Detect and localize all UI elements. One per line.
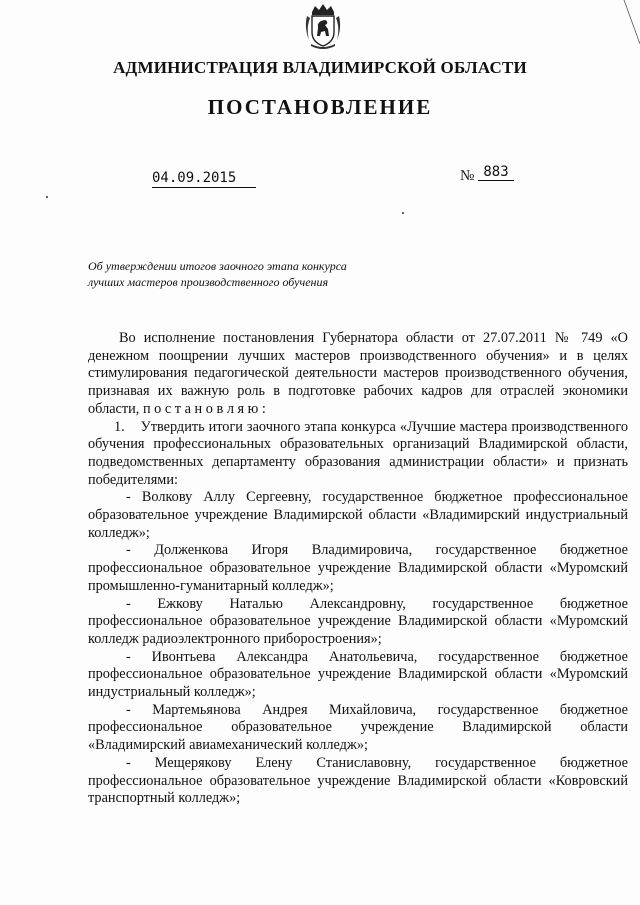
organization-title: АДМИНИСТРАЦИЯ ВЛАДИМИРСКОЙ ОБЛАСТИ <box>113 58 527 77</box>
document-type-title: ПОСТАНОВЛЕНИЕ <box>207 95 433 119</box>
item-1-paragraph: 1. Утвердить итоги заочного этапа конкурса «Лучшие мастера производственного обучения профессиональных образовательных организаций Владимирской области, подведомственных департаменту образования администрации области» и признать победителями: <box>88 418 628 488</box>
document-date: 04.09.2015 <box>152 170 256 188</box>
number-label: № <box>460 168 475 184</box>
intro-paragraph: Во исполнение постановления Губернатора области от 27.07.2011 № 749 «О денежном поощрении лучших мастеров производственного обучения» и в целях стимулирования педагогической деятельности мастеров производственного обучения, признавая их важную роль в подготовке рабочих кадров для отраслей экономики области, п о с т а н о в л я ю : <box>88 330 628 417</box>
winner-paragraph: - Мартемьянова Андрея Михайловича, государственное бюджетное профессиональное образовательное учреждение Владимирской области «Владимирский авиамеханический колледж»; <box>88 701 628 754</box>
scan-dot <box>46 196 48 198</box>
scan-dot <box>402 212 404 214</box>
winner-paragraph: - Долженкова Игоря Владимировича, государственное бюджетное профессиональное образовательное учреждение Владимирской области «Муромский промышленно-гуманитарный колледж»; <box>88 542 628 594</box>
winner-paragraph: - Ивонтьева Александра Анатольевича, государственное бюджетное профессиональное образовательное учреждение Владимирской области «Муромский индустриальный колледж»; <box>88 648 628 701</box>
winner-paragraph: - Волкову Аллу Сергеевну, государственное бюджетное профессиональное образовательное учреждение Владимирской области «Владимирский индустриальный колледж»; <box>88 489 628 541</box>
document-subject: Об утверждении итогов заочного этапа конкурса лучших мастеров производственного обучения <box>88 259 347 289</box>
coat-of-arms-icon <box>303 2 343 50</box>
document-number: 883 <box>478 164 514 181</box>
winner-paragraph: - Мещерякову Елену Станиславовну, государственное бюджетное профессиональное образовательное учреждение Владимирской области «Ковровский транспортный колледж»; <box>88 754 628 807</box>
winner-paragraph: - Ежкову Наталью Александровну, государственное бюджетное профессиональное образовательное учреждение Владимирской области «Муромский колледж радиоэлектронного приборостроения»; <box>88 595 628 647</box>
document-body <box>88 330 628 808</box>
scan-edge-mark <box>620 0 640 50</box>
